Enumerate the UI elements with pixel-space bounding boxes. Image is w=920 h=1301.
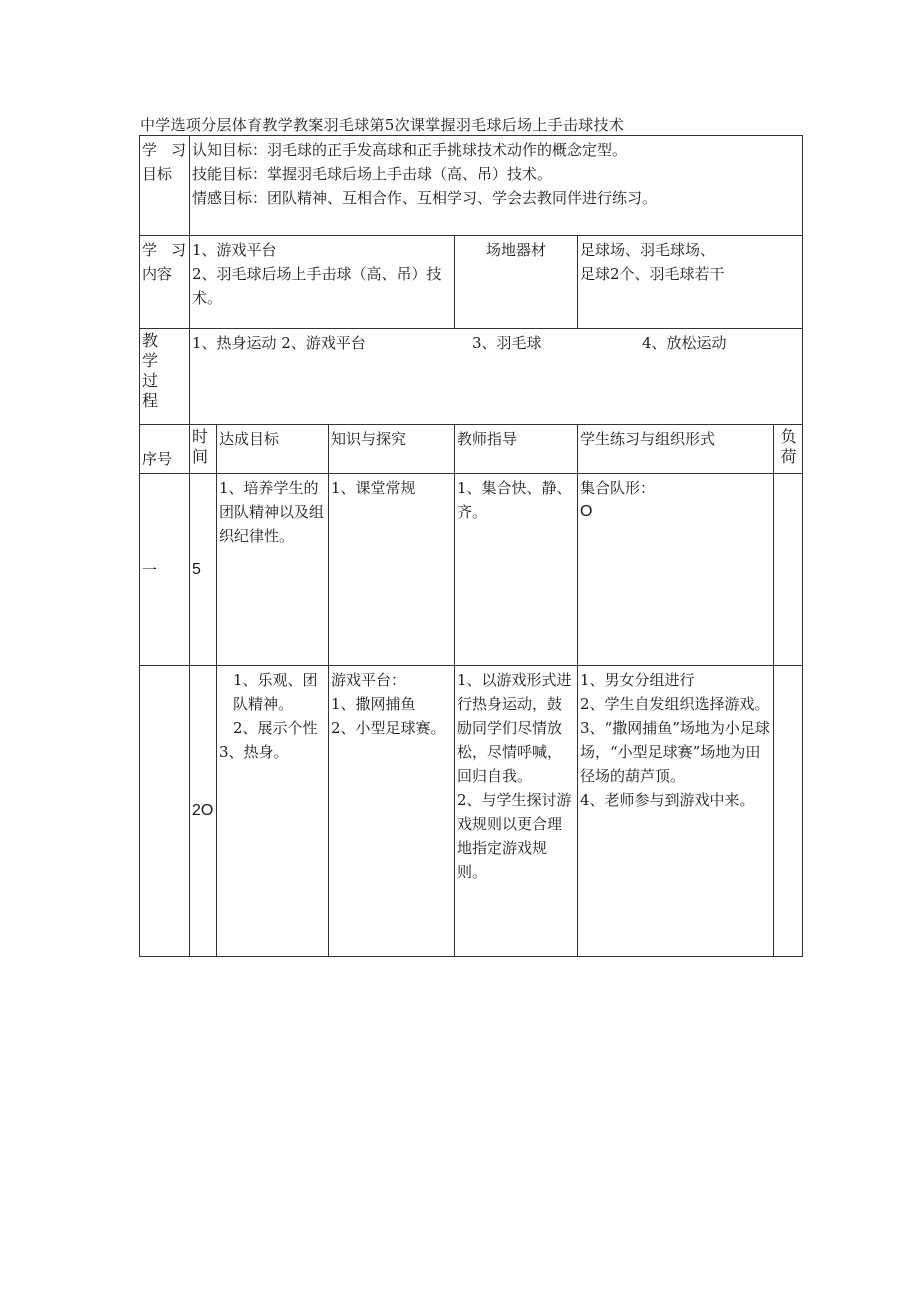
row1-student-formation: O <box>580 503 593 520</box>
row1-teacher: 1、集合快、静、齐。 <box>455 474 578 666</box>
content-label-cell <box>140 236 190 329</box>
process-item-1: 1、热身运动 2、游戏平台 <box>192 334 366 352</box>
header-goal: 达成目标 <box>217 425 329 474</box>
row2-teacher-line-2: 2、与学生探讨游戏规则以更合理地指定游戏规则。 <box>457 791 572 881</box>
row1-student-line-1: 集合队形： <box>580 479 656 497</box>
header-seq: 序号 <box>140 425 190 474</box>
header-teacher: 教师指导 <box>455 425 578 474</box>
document-title: 中学选项分层体育教学教案羽毛球第5次课掌握羽毛球后场上手击球技术 <box>140 116 625 134</box>
goal-skill: 技能目标：掌握羽毛球后场上手击球（高、吊）技术。 <box>192 165 553 183</box>
row2-teacher <box>455 666 578 957</box>
process-item-3: 4、放松运动 <box>642 334 727 352</box>
venue-label: 场地器材 <box>485 241 546 259</box>
row2-goal-line-2: 2、展示个性 <box>233 719 318 737</box>
row2-seq <box>140 666 190 957</box>
table-row <box>140 474 803 666</box>
header-time: 时 间 <box>190 425 217 474</box>
header-student: 学生练习与组织形式 <box>578 425 774 474</box>
content-label-b: 习 <box>170 241 186 259</box>
content-label-a: 学 <box>142 241 158 259</box>
goals-label-b: 习 <box>170 141 186 159</box>
row2-student <box>578 666 774 957</box>
header-load: 负 荷 <box>774 425 803 474</box>
content-items-cell <box>190 236 455 329</box>
row1-knowledge: 1、课堂常规 <box>329 474 455 666</box>
row2-student-line-4: 4、老师参与到游戏中来。 <box>580 791 755 809</box>
row2-goal-line-3: 3、热身。 <box>219 743 289 761</box>
goals-content-cell <box>190 136 803 236</box>
goals-row <box>140 136 803 236</box>
row1-seq: 一 <box>140 474 190 666</box>
table-header-row <box>140 425 803 474</box>
venue-item-2: 足球2个、羽毛球若干 <box>580 265 725 283</box>
row2-time: 2O <box>190 666 217 957</box>
header-knowledge: 知识与探究 <box>329 425 455 474</box>
row2-knowledge-line-1: 游戏平台： <box>331 671 407 689</box>
row2-knowledge-line-2: 1、撒网捕鱼 <box>331 695 416 713</box>
row2-student-line-3: 3、“撒网捕鱼”场地为小足球场，“小型足球赛”场地为田径场的葫芦顶。 <box>580 719 770 785</box>
venue-label-cell <box>455 236 578 329</box>
row2-student-line-1: 1、男女分组进行 <box>580 671 695 689</box>
goal-affective: 情感目标：团队精神、互相合作、互相学习、学会去教同伴进行练习。 <box>192 189 658 207</box>
row2-goal <box>217 666 329 957</box>
process-label-cell <box>140 329 190 425</box>
goals-label-a: 学 <box>142 141 158 159</box>
process-label: 教 学 过 程 <box>142 331 159 410</box>
goals-label-c: 目标 <box>142 165 173 183</box>
content-item-2: 2、羽毛球后场上手击球（高、吊）技术。 <box>192 265 442 307</box>
row2-load <box>774 666 803 957</box>
row1-goal: 1、培养学生的团队精神以及组织纪律性。 <box>217 474 329 666</box>
row2-student-line-2: 2、学生自发组织选择游戏。 <box>580 695 770 713</box>
row2-knowledge <box>329 666 455 957</box>
lesson-plan-table <box>139 135 803 957</box>
process-item-2: 3、羽毛球 <box>472 334 542 352</box>
row1-student <box>578 474 774 666</box>
row1-time: 5 <box>190 474 217 666</box>
row2-knowledge-line-3: 2、小型足球赛。 <box>331 719 446 737</box>
venue-items-cell <box>578 236 803 329</box>
content-row <box>140 236 803 329</box>
content-item-1: 1、游戏平台 <box>192 241 277 259</box>
venue-item-1: 足球场、羽毛球场、 <box>580 241 716 259</box>
table-row <box>140 666 803 957</box>
row2-teacher-line-1: 1、以游戏形式进行热身运动，鼓励同学们尽情放松，尽情呼喊，回归自我。 <box>457 671 572 785</box>
row1-load <box>774 474 803 666</box>
process-items-cell <box>190 329 803 425</box>
content-label-c: 内容 <box>142 265 173 283</box>
goals-label-cell <box>140 136 190 236</box>
goal-cognitive: 认知目标：羽毛球的正手发高球和正手挑球技术动作的概念定型。 <box>192 141 628 159</box>
row2-goal-line-1: 1、乐观、团队精神。 <box>233 671 318 713</box>
process-row <box>140 329 803 425</box>
